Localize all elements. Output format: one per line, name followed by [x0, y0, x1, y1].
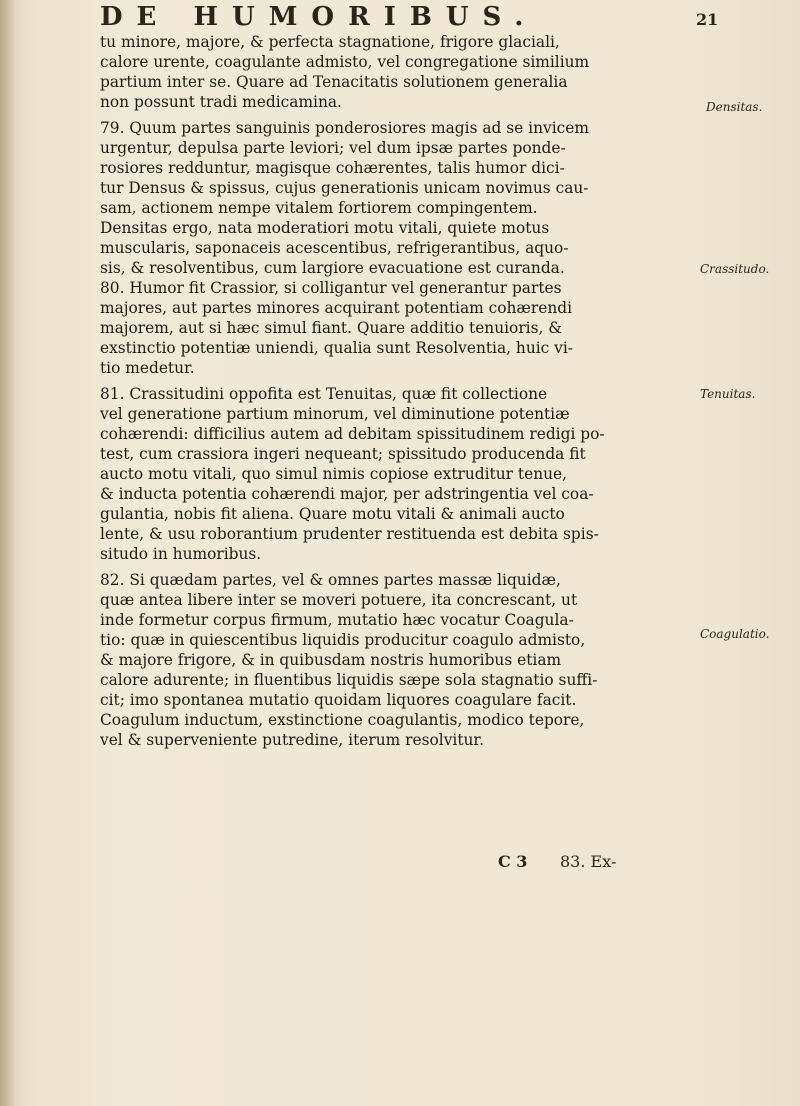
- text-line: tur Densus & spissus, cujus generationis unicam novimus cau-: [100, 179, 589, 197]
- paragraph: [100, 278, 686, 378]
- paragraph: [100, 384, 686, 564]
- text-line: vel & superveniente putredine, iterum resolvitur.: [100, 731, 484, 749]
- text-line: rosiores redduntur, magisque cohærentes, talis humor dici-: [100, 159, 565, 177]
- text-line: 80. Humor fit Crassior, si colligantur vel generantur partes: [100, 279, 562, 297]
- text-line: Coagulum inductum, exstinctione coagulantis, modico tepore,: [100, 711, 585, 729]
- text-line: & majore frigore, & in quibusdam nostris humoribus etiam: [100, 651, 562, 669]
- catchword: 83. Ex-: [560, 852, 617, 871]
- signature-mark: C 3: [498, 852, 528, 871]
- text-line: inde formetur corpus firmum, mutatio hæc vocatur Coagula-: [100, 611, 574, 629]
- text-line: tio: quæ in quiescentibus liquidis producitur coagulo admisto,: [100, 631, 586, 649]
- text-line: urgentur, depulsa parte leviori; vel dum ipsæ partes ponde-: [100, 139, 566, 157]
- text-line: 82. Si quædam partes, vel & omnes partes massæ liquidæ,: [100, 571, 561, 589]
- text-line: tu minore, majore, & perfecta stagnatione, frigore glaciali,: [100, 33, 560, 51]
- paragraph: [100, 118, 686, 278]
- text-line: cit; imo spontanea mutatio quoidam liquores coagulare facit.: [100, 691, 577, 709]
- text-line: non possunt tradi medicamina.: [100, 93, 342, 111]
- text-line: lente, & usu roborantium prudenter restituenda est debita spis-: [100, 525, 599, 543]
- text-line: exstinctio potentiæ uniendi, qualia sunt Resolventia, huic vi-: [100, 339, 573, 357]
- text-line: calore urente, coagulante admisto, vel congregatione similium: [100, 53, 590, 71]
- text-line: majorem, aut si hæc simul fiant. Quare additio tenuioris, &: [100, 319, 562, 337]
- text-line: sam, actionem nempe vitalem fortiorem compingentem.: [100, 199, 538, 217]
- page-gutter: [0, 0, 14, 1106]
- paragraph: [100, 32, 686, 112]
- text-line: cohærendi: difficilius autem ad debitam spissitudinem redigi po-: [100, 425, 605, 443]
- text-line: test, cum crassiora ingeri nequeant; spissitudo producenda fit: [100, 445, 586, 463]
- text-line: calore adurente; in fluentibus liquidis sæpe sola stagnatio suffi-: [100, 671, 598, 689]
- text-line: partium inter se. Quare ad Tenacitatis solutionem generalia: [100, 73, 568, 91]
- margin-note: Tenuitas.: [700, 387, 756, 401]
- text-line: quæ antea libere inter se moveri potuere, ita concrescant, ut: [100, 591, 578, 609]
- text-line: majores, aut partes minores acquirant potentiam cohærendi: [100, 299, 573, 317]
- margin-note: Crassitudo.: [700, 262, 770, 276]
- text-line: tio medetur.: [100, 359, 195, 377]
- text-line: vel generatione partium minorum, vel diminutione potentiæ: [100, 405, 570, 423]
- page-number: 21: [696, 10, 719, 29]
- text-line: muscularis, saponaceis acescentibus, refrigerantibus, aquo-: [100, 239, 569, 257]
- paragraph: [100, 570, 686, 750]
- body-text: [100, 32, 686, 750]
- text-line: & inducta potentia cohærendi major, per adstringentia vel coa-: [100, 485, 594, 503]
- text-line: situdo in humoribus.: [100, 545, 262, 563]
- margin-note: Densitas.: [706, 100, 763, 114]
- text-line: 79. Quum partes sanguinis ponderosiores magis ad se invicem: [100, 119, 589, 137]
- text-line: aucto motu vitali, quo simul nimis copiose extruditur tenue,: [100, 465, 568, 483]
- text-line: gulantia, nobis fit aliena. Quare motu vitali & animali aucto: [100, 505, 565, 523]
- text-line: sis, & resolventibus, cum largiore evacuatione est curanda.: [100, 259, 565, 277]
- text-line: 81. Crassitudini oppofita est Tenuitas, quæ fit collectione: [100, 385, 548, 403]
- margin-note: Coagulatio.: [700, 627, 770, 641]
- running-head: DE HUMORIBUS.: [100, 2, 538, 32]
- text-line: Densitas ergo, nata moderatiori motu vitali, quiete motus: [100, 219, 550, 237]
